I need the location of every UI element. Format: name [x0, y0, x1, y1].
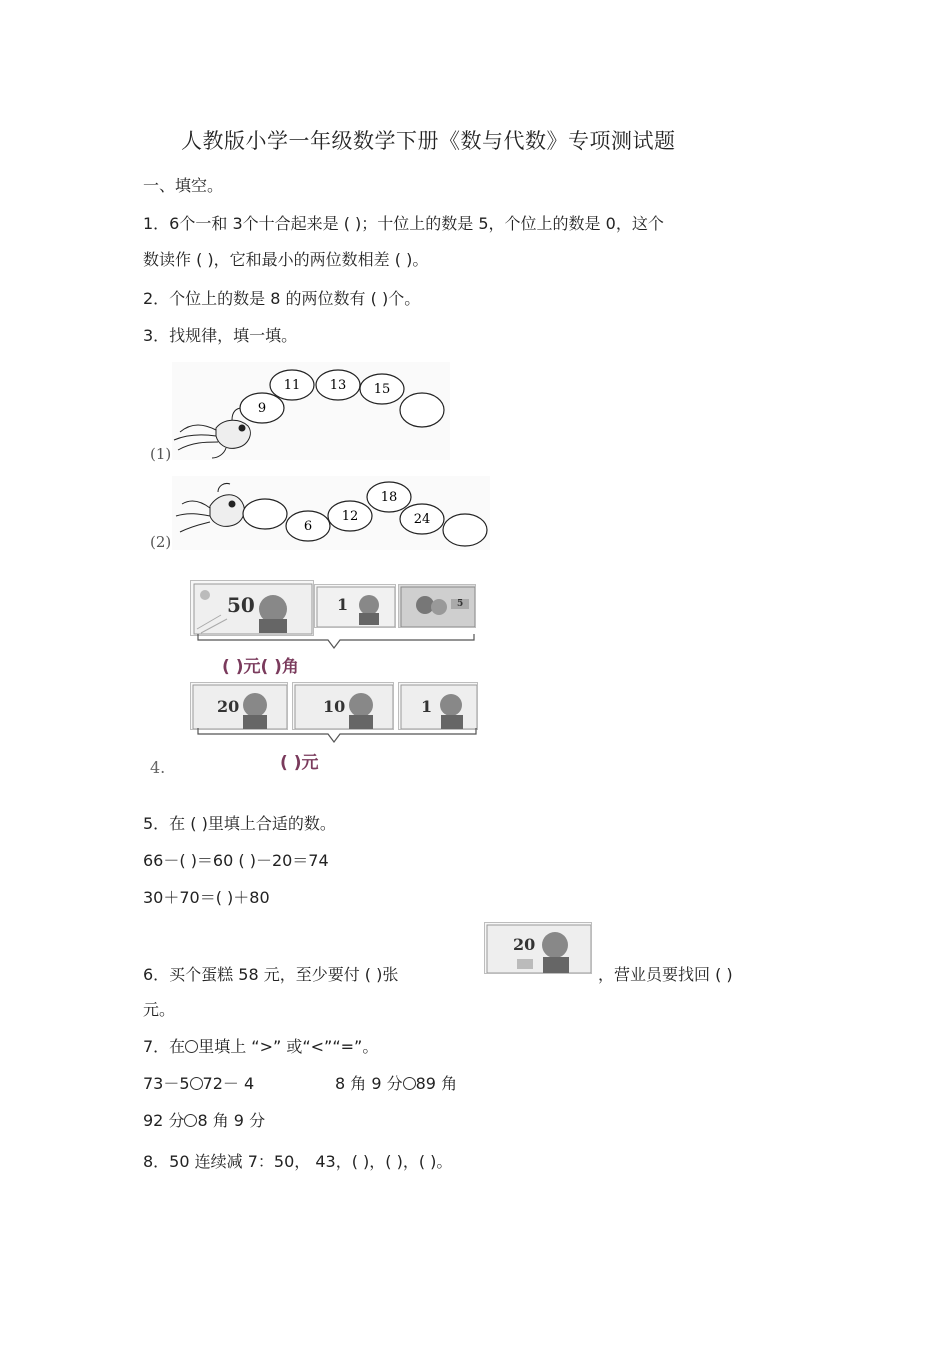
banknote-50	[190, 580, 314, 636]
banknote-50-value: 50	[227, 593, 255, 617]
goldfish-oval-chain-2	[172, 476, 490, 550]
question-4-bottom-answer: ( )元	[280, 753, 319, 773]
banknote-20-q6	[484, 922, 592, 974]
question-6-part-1: 6．买个蛋糕 58 元，至少要付 ( )张	[143, 965, 399, 984]
banknote-10-value: 10	[323, 697, 346, 716]
compare-2-right: 89 角	[415, 1074, 458, 1093]
pattern-row-1-label: (1)	[150, 445, 172, 463]
question-5-eq-2: 30＋70＝( )＋80	[143, 888, 270, 907]
compare-circle-2[interactable]	[403, 1077, 416, 1090]
banknote-portrait-icon	[191, 683, 288, 730]
question-2: 2．个位上的数是 8 的两位数有 ( )个。	[143, 289, 421, 308]
bottom-bracket	[196, 726, 478, 744]
pattern-row-2-label: (2)	[150, 533, 172, 551]
question-1-line-1: 1．6个一和 3个十合起来是 ( )；十位上的数是 5，个位上的数是 0，这个	[143, 214, 664, 233]
compare-1-left: 73－5	[143, 1074, 190, 1093]
banknote-5-jiao	[398, 584, 476, 628]
banknote-20-value: 20	[217, 697, 240, 716]
pattern-1-num-2: 11	[283, 378, 301, 393]
pattern-2-num-3: 18	[380, 490, 398, 505]
compare-circle-1[interactable]	[190, 1077, 203, 1090]
question-3: 3．找规律，填一填。	[143, 326, 298, 345]
compare-circle-icon	[185, 1040, 198, 1053]
banknote-5-value: 5	[457, 599, 464, 609]
compare-item-1	[143, 1074, 254, 1094]
pattern-2-num-4: 24	[413, 512, 431, 527]
compare-1-right: 72－ 4	[202, 1074, 255, 1093]
question-4-label: 4.	[150, 758, 166, 777]
banknote-1-b-value: 1	[421, 697, 433, 716]
question-5: 5．在 ( )里填上合适的数。	[143, 814, 336, 833]
banknote-20-q6-value: 20	[513, 935, 536, 954]
question-1-line-2: 数读作 ( )，它和最小的两位数相差 ( )。	[143, 250, 429, 269]
banknote-portrait-icon	[315, 585, 396, 628]
pattern-1-num-4: 15	[373, 382, 391, 397]
pattern-2-num-2: 12	[341, 509, 359, 524]
question-6-line-2: 元。	[143, 1000, 176, 1019]
question-8: 8．50 连续减 7：50， 43，( )，( )，( )。	[143, 1152, 453, 1171]
compare-circle-3[interactable]	[184, 1114, 197, 1127]
question-6-part-2: ，营业员要找回 ( )	[598, 965, 733, 984]
section-heading: 一、填空。	[143, 176, 224, 195]
question-7-prefix: 7．在	[143, 1037, 186, 1056]
banknote-figures-icon	[399, 585, 476, 628]
pattern-2-num-1: 6	[303, 519, 313, 534]
pattern-row-2	[172, 476, 490, 550]
compare-3-right: 8 角 9 分	[197, 1111, 266, 1130]
pattern-1-num-1: 9	[257, 401, 267, 416]
question-7-text: 里填上 “>” 或“<”“=”。	[198, 1037, 379, 1056]
banknote-portrait-icon	[485, 923, 592, 974]
banknote-1-value: 1	[337, 595, 349, 614]
goldfish-oval-chain-1	[172, 362, 450, 460]
compare-2-left: 8 角 9 分	[335, 1074, 403, 1093]
banknote-portrait-icon	[399, 683, 478, 730]
question-7	[143, 1037, 378, 1057]
goldfish-icon	[176, 483, 244, 532]
compare-3-left: 92 分	[143, 1111, 185, 1130]
pattern-row-1	[172, 362, 450, 460]
banknote-20	[190, 682, 288, 730]
banknote-1	[314, 584, 396, 628]
question-4-top-answer: ( )元( )角	[222, 657, 299, 677]
question-5-eq-1: 66－( )＝60 ( )－20＝74	[143, 851, 329, 870]
compare-item-2	[335, 1074, 457, 1094]
compare-item-3	[143, 1111, 265, 1131]
pattern-ovals-2	[243, 482, 487, 546]
goldfish-icon	[174, 408, 250, 458]
banknote-1-b	[398, 682, 478, 730]
top-bracket	[196, 632, 476, 650]
pattern-1-num-3: 13	[329, 378, 347, 393]
page-title: 人教版小学一年级数学下册《数与代数》专项测试题	[181, 129, 676, 153]
banknote-10	[292, 682, 394, 730]
